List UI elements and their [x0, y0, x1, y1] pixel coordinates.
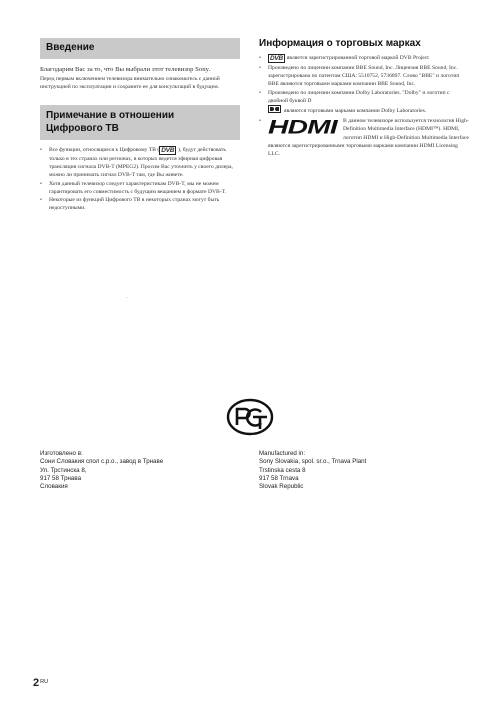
manufacturer-label-ru: Изготовлено в:: [40, 450, 83, 457]
list-item: [40, 180, 240, 196]
page-number-value: 2: [33, 677, 40, 689]
list-item: [259, 54, 469, 63]
trademark-dolby-post: являются торговыми марками компании Dolby Laboratories.: [284, 108, 427, 115]
bullet-icon: •: [259, 64, 261, 71]
list-item: [40, 196, 240, 212]
hdmi-logo-text: HDMI: [268, 117, 339, 139]
digital-tv-note-heading: [40, 105, 240, 140]
trademark-dvb-text: является зарегистрированной торговой маркой DVB Project: [286, 55, 429, 61]
page-number: [33, 673, 48, 691]
bullet-icon: •: [259, 118, 261, 125]
digital-tv-note-list: [40, 146, 240, 212]
right-column: [259, 38, 469, 159]
bullet-icon: •: [40, 180, 42, 187]
page-language: RU: [40, 679, 49, 685]
intro-lead: Благодарим Вас за то, что Вы выбрали этот телевизор Sony.: [40, 66, 211, 73]
note-bullet-1-pre: Все функции, относящиеся к Цифровому ТВ (: [49, 147, 160, 153]
address-line: 917 58 Трнава: [40, 474, 82, 482]
address-line: Sony Slovakia, spol. sr.o., Trnava Plant: [259, 458, 367, 466]
address-line: 917 58 Trnava: [259, 474, 299, 482]
bullet-icon: •: [40, 147, 42, 153]
list-item: [259, 89, 469, 116]
trademark-title: Информация о торговых марках: [259, 38, 421, 49]
trademark-dolby-pre: Произведено по лицензии компании Dolby Laboratories. "Dolby" и логотип с двойной буквой D: [268, 89, 450, 104]
manufacturer-address-en: [259, 450, 366, 491]
address-line: Ул. Трстинска 8,: [40, 466, 87, 474]
address-line: Словакия: [40, 483, 68, 491]
address-line: Slovak Republic: [259, 483, 304, 491]
bullet-icon: •: [259, 89, 261, 96]
bullet-icon: •: [40, 197, 42, 204]
trademark-hdmi-lead: В данном телевизоре используется технология: [343, 118, 455, 125]
dvb-logo-icon: DVB: [270, 55, 283, 62]
address-line: Сони Словакия спол с.р.о., завод в Трнаве: [40, 458, 164, 466]
list-item: [259, 64, 469, 89]
hdmi-logo-icon: [268, 117, 339, 139]
note-title-line-1: Примечание в отношении: [46, 110, 175, 121]
certification-mark-text: РСТ: [126, 298, 128, 299]
trademark-list: [259, 54, 469, 158]
intro-title: Введение: [46, 42, 95, 53]
note-title-line-2: Цифрового ТВ: [46, 123, 119, 134]
manufacturer-label-en: Manufactured in:: [259, 450, 306, 457]
trademark-hdmi-text: High-Definition Multimedia Interface (HDMI™). HDMI, логотип HDMI и High-Definition Multimedia Interface являются зарегистрированными торговыми марками компании HDMI Licensing LLC.: [268, 118, 469, 158]
dolby-double-d-icon: [268, 105, 281, 113]
manufacturer-address-ru: [40, 450, 163, 491]
note-bullet-2: Хотя данный телевизор следует характеристикам DVB-T, мы не можем гарантировать его совместимость с будущим вещанием в формате DVB-T.: [49, 180, 227, 195]
list-item: [40, 146, 240, 180]
note-bullet-3: Некоторые из функций Цифрового ТВ в некоторых странах могут быть недоступными.: [49, 197, 220, 212]
gost-certification-mark-icon: [126, 298, 274, 436]
note-bullet-1-post: ), будут действовать только в тех странах или регионах, в которых ведется эфирная цифровая трансляция сигнала DVB-T (MPEG2). Просим Вас уточнить у своего дилера, можно ли принимать сигнал DVB-T там, где Вы живете.: [49, 147, 233, 179]
intro-heading: [40, 38, 240, 59]
bullet-icon: •: [259, 55, 261, 61]
list-item: [259, 117, 469, 158]
left-column: [40, 38, 240, 212]
intro-body: Перед первым включением телевизора внимательно ознакомьтесь с данной инструкцией по эксплуатации и сохраните ее для консультаций в будущем.: [40, 76, 220, 90]
address-line: Trstinska cesta 8: [259, 466, 306, 474]
trademark-bbe-text: Произведено по лицензии компании BBE Sound, Inc. Лицензия BBE Sound, Inc. зарегистрирована по патентам США: 5510752, 5736897. Слово "BBE" и логотип BBE являются торговыми марками компании BBE Sound, Inc.: [268, 64, 460, 87]
dvb-logo-icon: DVB: [161, 147, 175, 154]
